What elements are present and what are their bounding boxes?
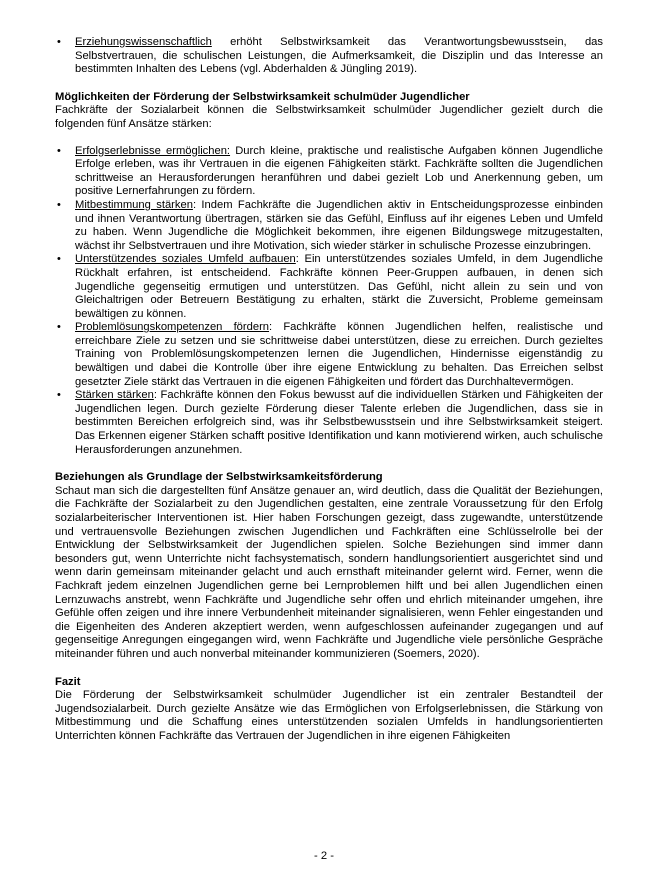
list-item-text: erhöht Selbstwirksamkeit das Verantwortungsbewusstsein, das Selbstvertrauen, die schulischen Leistungen, die Aufmerksamkeit, die Disziplin und das Interesse an bestimmten Inhalten des Lebens (vgl. Abderhalden & Jüngling 2019). (75, 36, 603, 76)
section-heading-beziehungen: Beziehungen als Grundlage der Selbstwirksamkeitsförderung (55, 471, 383, 484)
list-item (55, 389, 603, 457)
list-item (55, 199, 603, 253)
section-heading-fazit: Fazit (55, 675, 81, 688)
list-item-term: Stärken stärken (75, 389, 154, 402)
bullet-icon: • (57, 389, 61, 402)
bullet-icon: • (57, 36, 61, 48)
section-body: Schaut man sich die dargestellten fünf Ansätze genauer an, wird deutlich, dass die Qualität der Beziehungen, die Fachkräfte der Sozialarbeit zu den Jugendlichen gestalten, eine zentrale Voraussetzung für den Erfolg sozialarbeiterischer Interventionen ist. Hier haben Forschungen gezeigt, dass zugewandte, unterstützende und vertrauensvolle Beziehungen zwischen Jugendlichen und Fachkräften eine Schlüsselrolle bei der Entwicklung der Selbstwirksamkeit der Jugendlichen spielen. Solche Beziehungen sind immer dann besonders gut, wenn Unterrichte nicht fachsystematisch, sondern handlungsorientiert ausgerichtet sind und wenn darin gemeinsam miteinander gelacht und auch ernsthaft miteinander gelernt wird. Ferner, wenn die Fachkraft jedem einzelnen Jugendlichen gerne bei Lernproblemen hilft und bei allen Jugendlichen einen Lernzuwachs anstrebt, wenn Fachkräfte und Jugendliche sehr offen und ehrlich miteinander umgehen, ihre Gefühle offen zeigen und ihre innere Verbundenheit miteinander signalisieren, wenn Fehler eingestanden und die Eigenheiten des Anderen akzeptiert werden, wenn aufgeschlossen aufeinander zugegangen und auf gegenseitige Anregungen eingegangen wird, wenn Fachkräfte und Jugendliche viele persönliche Gespräche miteinander führen und auch nonverbal miteinander kommunizieren (Soemers, 2020). (55, 484, 603, 660)
list-item-text: : Fachkräfte können den Fokus bewusst auf die individuellen Stärken und Fähigkeiten der Jugendlichen legen. Durch gezielte Förderung dieser Talente erleben die Jugendlichen, dass sie in bestimmten Bereichen erfolgreich sind, was ihr Selbstbewusstsein und ihre Selbstwirksamkeit steigert. Das Erkennen eigener Stärken schafft positive Identifikation und kann motivierend wirken, auch schulische Herausforderungen anzunehmen. (75, 389, 604, 456)
list-item (55, 321, 603, 389)
section-body: Die Förderung der Selbstwirksamkeit schulmüder Jugendlicher ist ein zentraler Bestandteil der Jugendsozialarbeit. Durch gezielte Ansätze wie das Ermöglichen von Erfolgserlebnissen, die Stärkung von Mitbestimmung und die Schaffung eines unterstützenden sozialen Umfelds in handlungsorientierten Unterrichten können Fachkräfte das Vertrauen der Jugendlichen in ihre eigenen Fähigkeiten (55, 689, 603, 742)
page-number: - 2 - (314, 850, 334, 862)
bullet-icon: • (57, 144, 61, 157)
list-item (55, 36, 603, 77)
section-intro: Fachkräfte der Sozialarbeit können die Selbstwirksamkeit schulmüder Jugendlicher gezielt durch die folgenden fünf Ansätze stärken: (55, 104, 603, 130)
bullet-icon: • (57, 253, 61, 266)
section-heading-foerderung: Möglichkeiten der Förderung der Selbstwirksamkeit schulmüder Jugendlicher (55, 90, 470, 103)
document-page (55, 36, 603, 744)
list-item-text: : Ein unterstützendes soziales Umfeld, in dem Jugendliche Rückhalt erfahren, ist entscheidend. Fachkräfte können Peer-Gruppen aufbauen, in denen sich Jugendliche gegenseitig ermutigen und unterstützen. Das Gefühl, nicht allein zu sein und von Gleichaltrigen oder Betreuern Bestätigung zu erhalten, stärkt die Zuversicht, Probleme gemeinsam bewältigen zu können. (75, 253, 603, 320)
list-item-term: Problemlösungskompetenzen fördern (75, 321, 270, 334)
list-item-text: Durch kleine, praktische und realistische Aufgaben können Jugendliche Erfolge erleben, was ihr Vertrauen in die eigenen Fähigkeiten stärkt. Fachkräfte sollten die Jugendlichen schrittweise an Herausforderungen heranführen und dabei gezielt Lob und Anerkennung geben, um positive Lernerfahrungen zu fördern. (75, 144, 603, 198)
approaches-list (55, 145, 603, 458)
list-item (55, 145, 603, 199)
list-item-text: : Fachkräfte können Jugendlichen helfen, realistische und erreichbare Ziele zu setzen und sie schrittweise dabei unterstützen, diese zu erreichen. Durch gezieltes Training von Problemlösungskompetenzen lernen die Jugendlichen, Hindernisse eigenständig zu bewältigen und dabei die Kontrolle über ihre eigene Entwicklung zu behalten. Das Erreichen selbst gesetzter Ziele stärkt das Vertrauen in die eigenen Fähigkeiten und fördert das Durchhaltevermögen. (75, 321, 603, 388)
list-item (55, 253, 603, 321)
intro-bullet-list (55, 36, 603, 77)
bullet-icon: • (57, 321, 61, 334)
list-item-term: Erziehungswissenschaftlich (75, 36, 212, 48)
list-item-term: Erfolgserlebnisse ermöglichen: (75, 144, 231, 157)
list-item-text: : Indem Fachkräfte die Jugendlichen aktiv in Entscheidungsprozesse einbinden und ihnen Verantwortung übertragen, stärken sie das Gefühl, Einfluss auf ihr eigenes Leben und Umfeld zu haben. Wenn Jugendliche die Möglichkeit bekommen, ihre eigenen Bildungswege mitzugestalten, wächst ihr Selbstvertrauen und ihre Motivation, sich wieder stärker in schulische Prozesse einzubringen. (75, 198, 603, 252)
list-item-term: Mitbestimmung stärken (75, 198, 193, 211)
bullet-icon: • (57, 198, 61, 211)
list-item-term: Unterstützendes soziales Umfeld aufbauen (75, 253, 296, 266)
